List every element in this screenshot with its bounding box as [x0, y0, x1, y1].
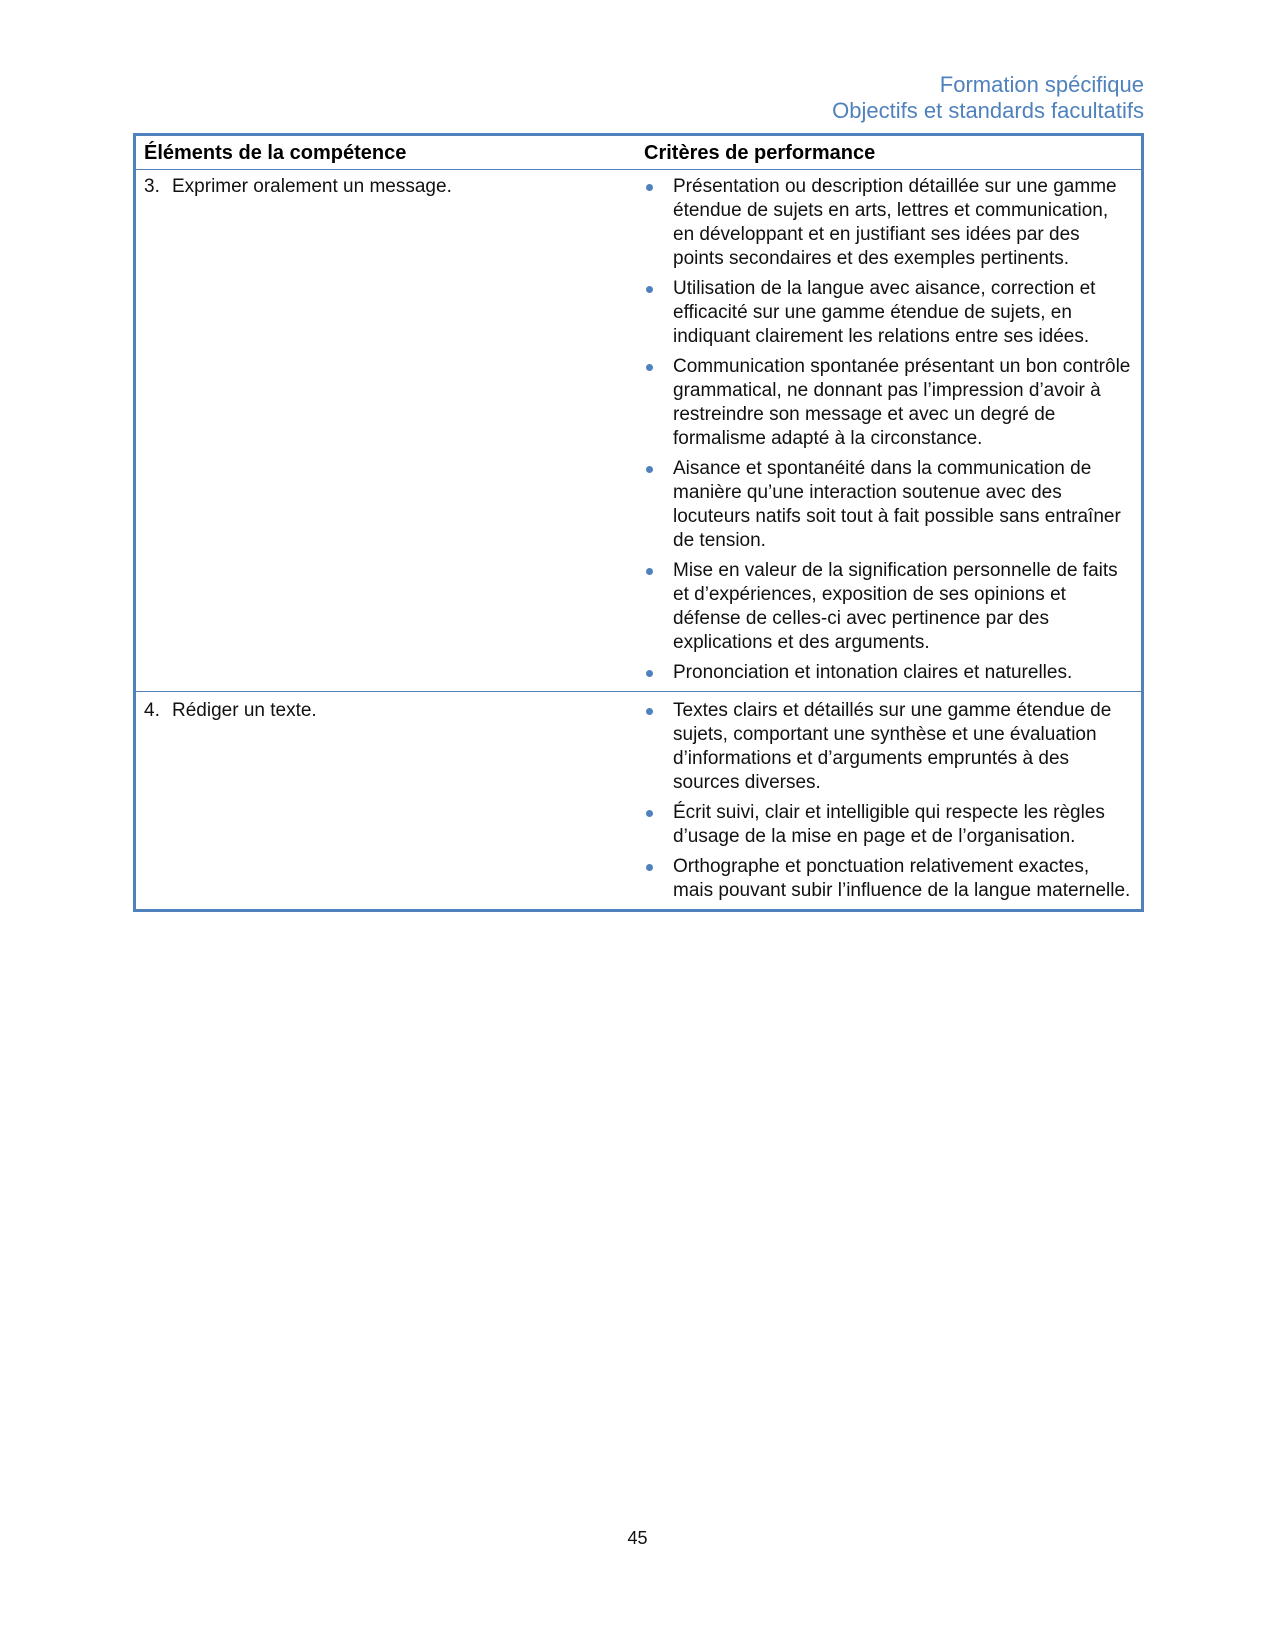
running-header — [832, 72, 1144, 124]
criteria-text: Orthographe et ponctuation relativement exactes, mais pouvant subir l’influence de la langue maternelle. — [673, 856, 1131, 901]
criteria-item — [644, 175, 1133, 271]
criteria-list — [644, 175, 1133, 685]
element-text: Exprimer oralement un message. — [172, 176, 452, 197]
criteria-item — [644, 277, 1133, 349]
criteria-text: Prononciation et intonation claires et naturelles. — [673, 662, 1073, 683]
competence-table — [133, 133, 1144, 912]
criteria-text: Textes clairs et détaillés sur une gamme étendue de sujets, comportant une synthèse et une évaluation d’informations et d’arguments empruntés à des sources diverses. — [673, 700, 1112, 793]
criteria-list — [644, 699, 1133, 903]
table-header-row — [136, 136, 1141, 170]
bullet-icon — [646, 364, 653, 371]
table-row — [136, 692, 1141, 910]
element-number: 4. — [144, 700, 160, 721]
element-text: Rédiger un texte. — [172, 700, 317, 721]
criteria-text: Utilisation de la langue avec aisance, correction et efficacité sur une gamme étendue de sujets, en indiquant clairement les relations entre ses idées. — [673, 278, 1096, 347]
criteria-cell — [636, 170, 1141, 692]
element-cell — [136, 170, 636, 692]
bullet-icon — [646, 568, 653, 575]
element-number: 3. — [144, 176, 160, 197]
element-item — [144, 175, 628, 199]
column-header-elements: Éléments de la compétence — [136, 136, 636, 170]
criteria-cell — [636, 692, 1141, 910]
criteria-text: Présentation ou description détaillée sur une gamme étendue de sujets en arts, lettres et communication, en développant et en justifiant ses idées par des points secondaires et des exemples pertinents. — [673, 176, 1117, 269]
table-row — [136, 170, 1141, 692]
criteria-item — [644, 855, 1133, 903]
criteria-item — [644, 355, 1133, 451]
criteria-text: Communication spontanée présentant un bon contrôle grammatical, ne donnant pas l’impression d’avoir à restreindre son message et avec un degré de formalisme adapté à la circonstance. — [673, 356, 1131, 449]
element-item — [144, 699, 628, 723]
element-cell — [136, 692, 636, 910]
criteria-item — [644, 457, 1133, 553]
criteria-item — [644, 801, 1133, 849]
criteria-item — [644, 559, 1133, 655]
criteria-text: Écrit suivi, clair et intelligible qui respecte les règles d’usage de la mise en page et de l’organisation. — [673, 802, 1105, 847]
criteria-text: Mise en valeur de la signification personnelle de faits et d’expériences, exposition de ses opinions et défense de celles-ci avec pertinence par des explications et des arguments. — [673, 560, 1118, 653]
header-line-1: Formation spécifique — [939, 72, 1144, 97]
criteria-item — [644, 661, 1133, 685]
bullet-icon — [646, 708, 653, 715]
bullet-icon — [646, 466, 653, 473]
bullet-icon — [646, 864, 653, 871]
competence-table-grid — [136, 136, 1141, 909]
criteria-item — [644, 699, 1133, 795]
column-header-criteria: Critères de performance — [636, 136, 1141, 170]
bullet-icon — [646, 810, 653, 817]
criteria-text: Aisance et spontanéité dans la communication de manière qu’une interaction soutenue avec des locuteurs natifs soit tout à fait possible sans entraîner de tension. — [673, 458, 1121, 551]
bullet-icon — [646, 184, 653, 191]
bullet-icon — [646, 286, 653, 293]
header-line-2: Objectifs et standards facultatifs — [832, 98, 1144, 123]
page-number: 45 — [627, 1528, 648, 1548]
bullet-icon — [646, 670, 653, 677]
